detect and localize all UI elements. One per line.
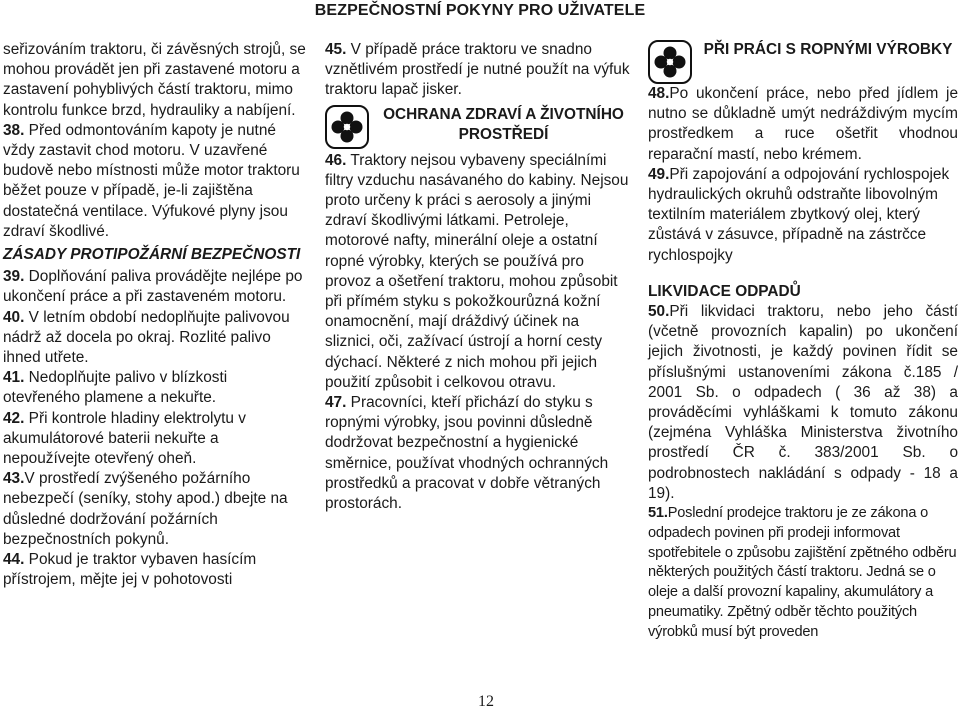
column-2: [325, 40, 632, 514]
item-text: Nedoplňujte palivo v blízkosti otevřeného plamene a nekuřte.: [3, 369, 228, 407]
item-number: 42.: [3, 409, 25, 427]
item-42: [3, 409, 308, 470]
item-38: [3, 121, 308, 242]
flower-warning-icon: [325, 105, 369, 149]
section-heading-waste: LIKVIDACE ODPADŮ: [648, 282, 801, 300]
item-49: [648, 165, 958, 266]
item-number: 45.: [325, 41, 347, 58]
item-44: [3, 550, 308, 590]
item-number: 47.: [325, 394, 347, 412]
item-48: [648, 84, 958, 165]
page-header: BEZPEČNOSTNÍ POKYNY PRO UŽIVATELE: [314, 2, 646, 19]
column-3: [648, 40, 958, 643]
section-heading-petroleum: PŘI PRÁCI S ROPNÝMI VÝROBKY: [703, 41, 953, 58]
item-number: 50.: [648, 303, 670, 321]
item-50: [648, 302, 958, 504]
item-39: [3, 267, 308, 307]
item-number: 39.: [3, 268, 25, 286]
item-number: 44.: [3, 551, 25, 569]
section-heading-fire-safety: ZÁSADY PROTIPOŽÁRNÍ BEZPEČNOSTI: [3, 246, 301, 264]
flower-warning-icon: [648, 40, 692, 84]
item-text: Pokud je traktor vybaven hasícím přístrojem, mějte jej v pohotovosti: [3, 551, 257, 589]
item-text: Při zapojování a odpojování rychlospojek hydraulických okruhů odstraňte libovolným textilním materiálem zbytkový olej, který zůstává v zásuvce, případně na zástrčce rychlospojky: [648, 165, 950, 264]
item-number: 46.: [325, 151, 347, 169]
item-number: 43.: [3, 470, 25, 488]
item-number: 51.: [648, 505, 668, 522]
item-text: Pracovníci, kteří přichází do styku s ropnými výrobky, jsou povinni důsledně dodržovat bezpečnostní a hygienické směrnice, používat vhodných ochranných prostředků a pracovat v dobře větraných prostorách.: [325, 394, 609, 513]
section-box-health-environment: [325, 105, 632, 149]
paragraph-continued: seřizováním traktoru, či závěsných strojů, se mohou provádět jen při zastavené motoru a zastavení pohyblivých částí traktoru, mimo kontrolu funkce brzd, hydrauliky a nabíjení.: [3, 41, 306, 119]
item-41: [3, 368, 308, 408]
item-text: Po ukončení práce, nebo před jídlem je nutno se důkladně umýt nedráždivým mycím prostředkem a ruce ošetřit vhodnou reparační mastí, nebo krémem.: [648, 85, 958, 163]
section-box-petroleum: [648, 40, 958, 84]
item-text: Při kontrole hladiny elektrolytu v akumulátorové baterii nekuřte a nepoužívejte otevřený oheň.: [3, 409, 246, 468]
item-number: 49.: [648, 165, 670, 183]
item-text: V prostředí zvýšeného požárního nebezpečí (seníky, stohy apod.) dbejte na důsledné dodržování požárních bezpečnostních pokynů.: [3, 470, 288, 548]
item-text: V případě práce traktoru ve snadno vznětlivém prostředí je nutné použít na výfuk traktoru lapač jisker.: [325, 41, 630, 99]
item-40: [3, 308, 308, 369]
section-heading-health: OCHRANA ZDRAVÍ A ŽIVOTNÍHO PROSTŘEDÍ: [383, 105, 624, 143]
item-text: Před odmontováním kapoty je nutné vždy zastavit chod motoru. V uzavřené budově nebo místnosti může motor traktoru běžet pouze v případě, je-li zajištěna dostatečná ventilace. Výfukové plyny jsou zdraví škodlivé.: [3, 121, 300, 240]
page-number: 12: [478, 693, 494, 710]
item-text: Při likvidaci traktoru, nebo jeho částí (včetně provozních kapalin) po ukončení jejich životnosti, je každý povinen řídit se příslušnými ustanoveními zákona č.185 / 2001 Sb. o odpadech ( 36 až 38) a prováděcími vyhláškami k tomuto zákonu (zejména Vyhláška Ministerstva životního prostředí ČR č. 383/2001 Sb. o podrobnostech nakládání s odpady - 18 a 19).: [648, 303, 958, 502]
item-number: 48.: [648, 85, 670, 102]
item-47: [325, 393, 632, 514]
item-text: Traktory nejsou vybaveny speciálními filtry vzduchu nasávaného do kabiny. Nejsou proto určeny k práci s aerosoly a jinými zdraví škodlivými látkami. Petroleje, motorové nafty, minerální oleje a ostatní ropné výrobky, kterých se používá pro provoz a ošetření traktoru, mohou způsobit při přímém styku s pokožkourůzná kožní onamocnění, mají dráždivý účinek na sliznici, oči, zažívací ústrojí a horní cesty dýchací. Některé z nich mohou při jejich použití způsobit i celkovou otravu.: [325, 151, 629, 391]
item-number: 38.: [3, 121, 25, 139]
item-51: [648, 504, 958, 643]
column-1: [3, 40, 308, 590]
item-number: 40.: [3, 308, 25, 326]
item-text: Doplňování paliva provádějte nejlépe po ukončení práce a při zastaveném motoru.: [3, 268, 303, 306]
item-number: 41.: [3, 369, 25, 387]
item-text: V letním období nedoplňujte palivovou nádrž až docela po okraj. Rozlité palivo ihned utřete.: [3, 308, 290, 367]
item-43: [3, 469, 308, 550]
item-text: Poslední prodejce traktoru je ze zákona o odpadech povinen při prodeji informovat spotřebitele o způsobu zajištění zpětného odběru některých použitých částí traktoru. Jedná se o oleje a další provozní kapaliny, akumulátory a pneumatiky. Zpětný odběr těchto použitých výrobků musí být proveden: [648, 505, 957, 640]
item-46: [325, 151, 632, 393]
item-45: [325, 40, 632, 101]
